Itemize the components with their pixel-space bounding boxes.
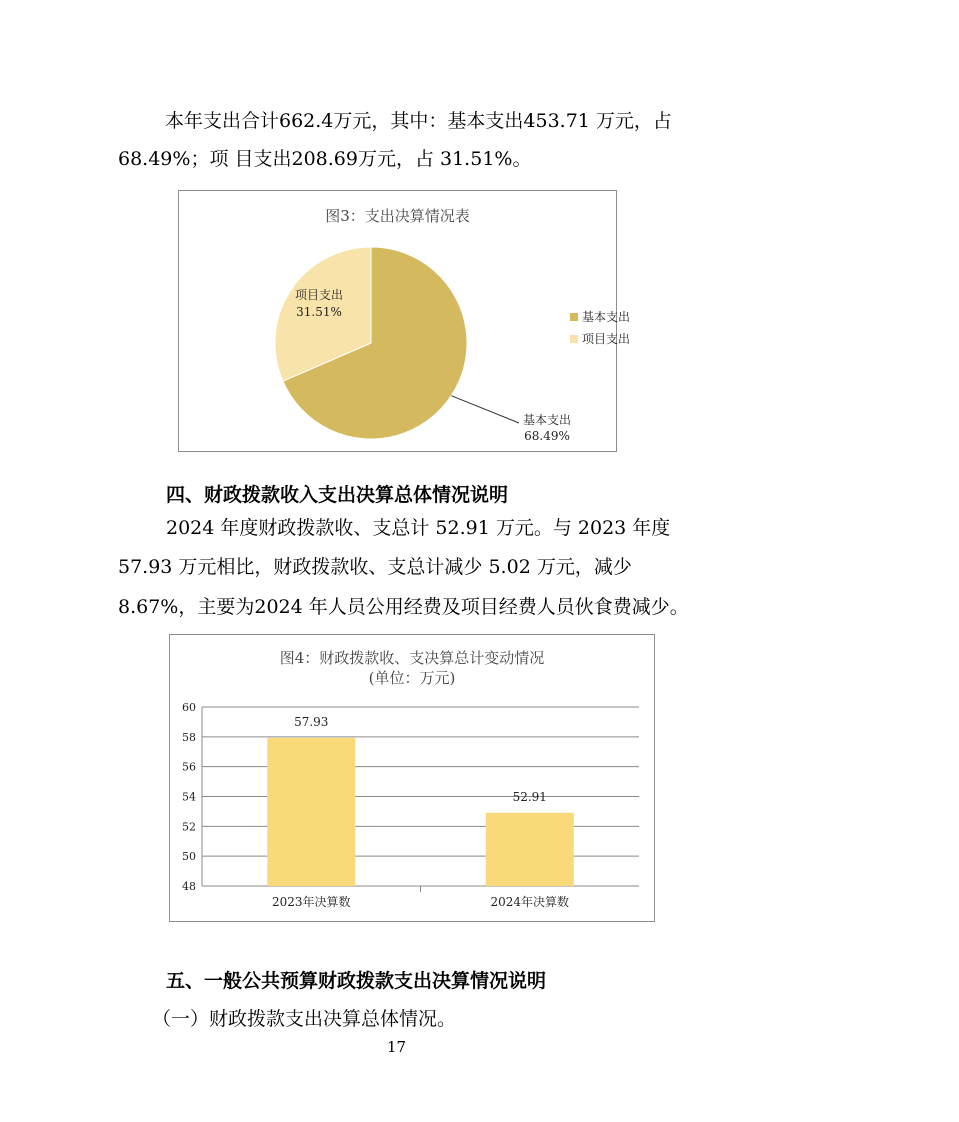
pie-chart xyxy=(179,191,631,451)
y-tick-label: 52 xyxy=(182,820,196,834)
bar-chart xyxy=(170,635,654,921)
y-tick-label: 60 xyxy=(182,701,196,714)
legend-swatch xyxy=(570,335,578,343)
page-number: 17 xyxy=(386,1038,407,1056)
paragraph-line: 8.67%，主要为2024 年人员公用经费及项目经费人员伙食费减少。 xyxy=(118,596,689,618)
pie-slice-value-label: 68.49% xyxy=(524,429,570,443)
pie-chart-container xyxy=(178,190,631,452)
pie-slice-name-label: 基本支出 xyxy=(522,413,572,427)
bar-chart-container xyxy=(169,634,655,922)
y-tick-label: 56 xyxy=(182,760,196,774)
legend-label: 基本支出 xyxy=(582,310,631,324)
paragraph-line: 本年支出合计662.4万元，其中：基本支出453.71 万元，占 xyxy=(165,110,672,132)
legend-swatch xyxy=(570,313,578,321)
bar-chart-title: 图4：财政拨款收、支决算总计变动情况 xyxy=(279,649,545,667)
paragraph-line: 2024 年度财政拨款收、支总计 52.91 万元。与 2023 年度 xyxy=(166,517,671,539)
bar-value-label: 52.91 xyxy=(512,789,547,804)
section-heading-5: 五、一般公共预算财政拨款支出决算情况说明 xyxy=(166,970,547,992)
bar-chart-subtitle: (单位：万元) xyxy=(368,669,456,687)
legend-label: 项目支出 xyxy=(582,332,631,346)
bar xyxy=(267,738,355,886)
pie-slice-name-label: 项目支出 xyxy=(294,288,344,302)
pie-chart-title: 图3：支出决算情况表 xyxy=(325,207,470,225)
bar-value-label: 57.93 xyxy=(294,714,329,729)
paragraph-line: 57.93 万元相比，财政拨款收、支总计减少 5.02 万元，减少 xyxy=(118,556,632,578)
bar xyxy=(486,813,574,886)
y-tick-label: 58 xyxy=(182,730,196,744)
y-tick-label: 48 xyxy=(182,880,196,893)
y-tick-label: 54 xyxy=(182,790,196,804)
paragraph-line: 68.49%；项 目支出208.69万元，占 31.51%。 xyxy=(118,148,532,170)
section-heading-4: 四、财政拨款收入支出决算总体情况说明 xyxy=(166,484,509,506)
y-tick-label: 50 xyxy=(182,850,196,864)
x-category-label: 2024年决算数 xyxy=(490,895,570,909)
pie-leader-line xyxy=(451,396,519,423)
x-category-label: 2023年决算数 xyxy=(271,895,351,909)
paragraph-line: （一）财政拨款支出决算总体情况。 xyxy=(152,1008,457,1030)
pie-slice-value-label: 31.51% xyxy=(296,305,342,319)
